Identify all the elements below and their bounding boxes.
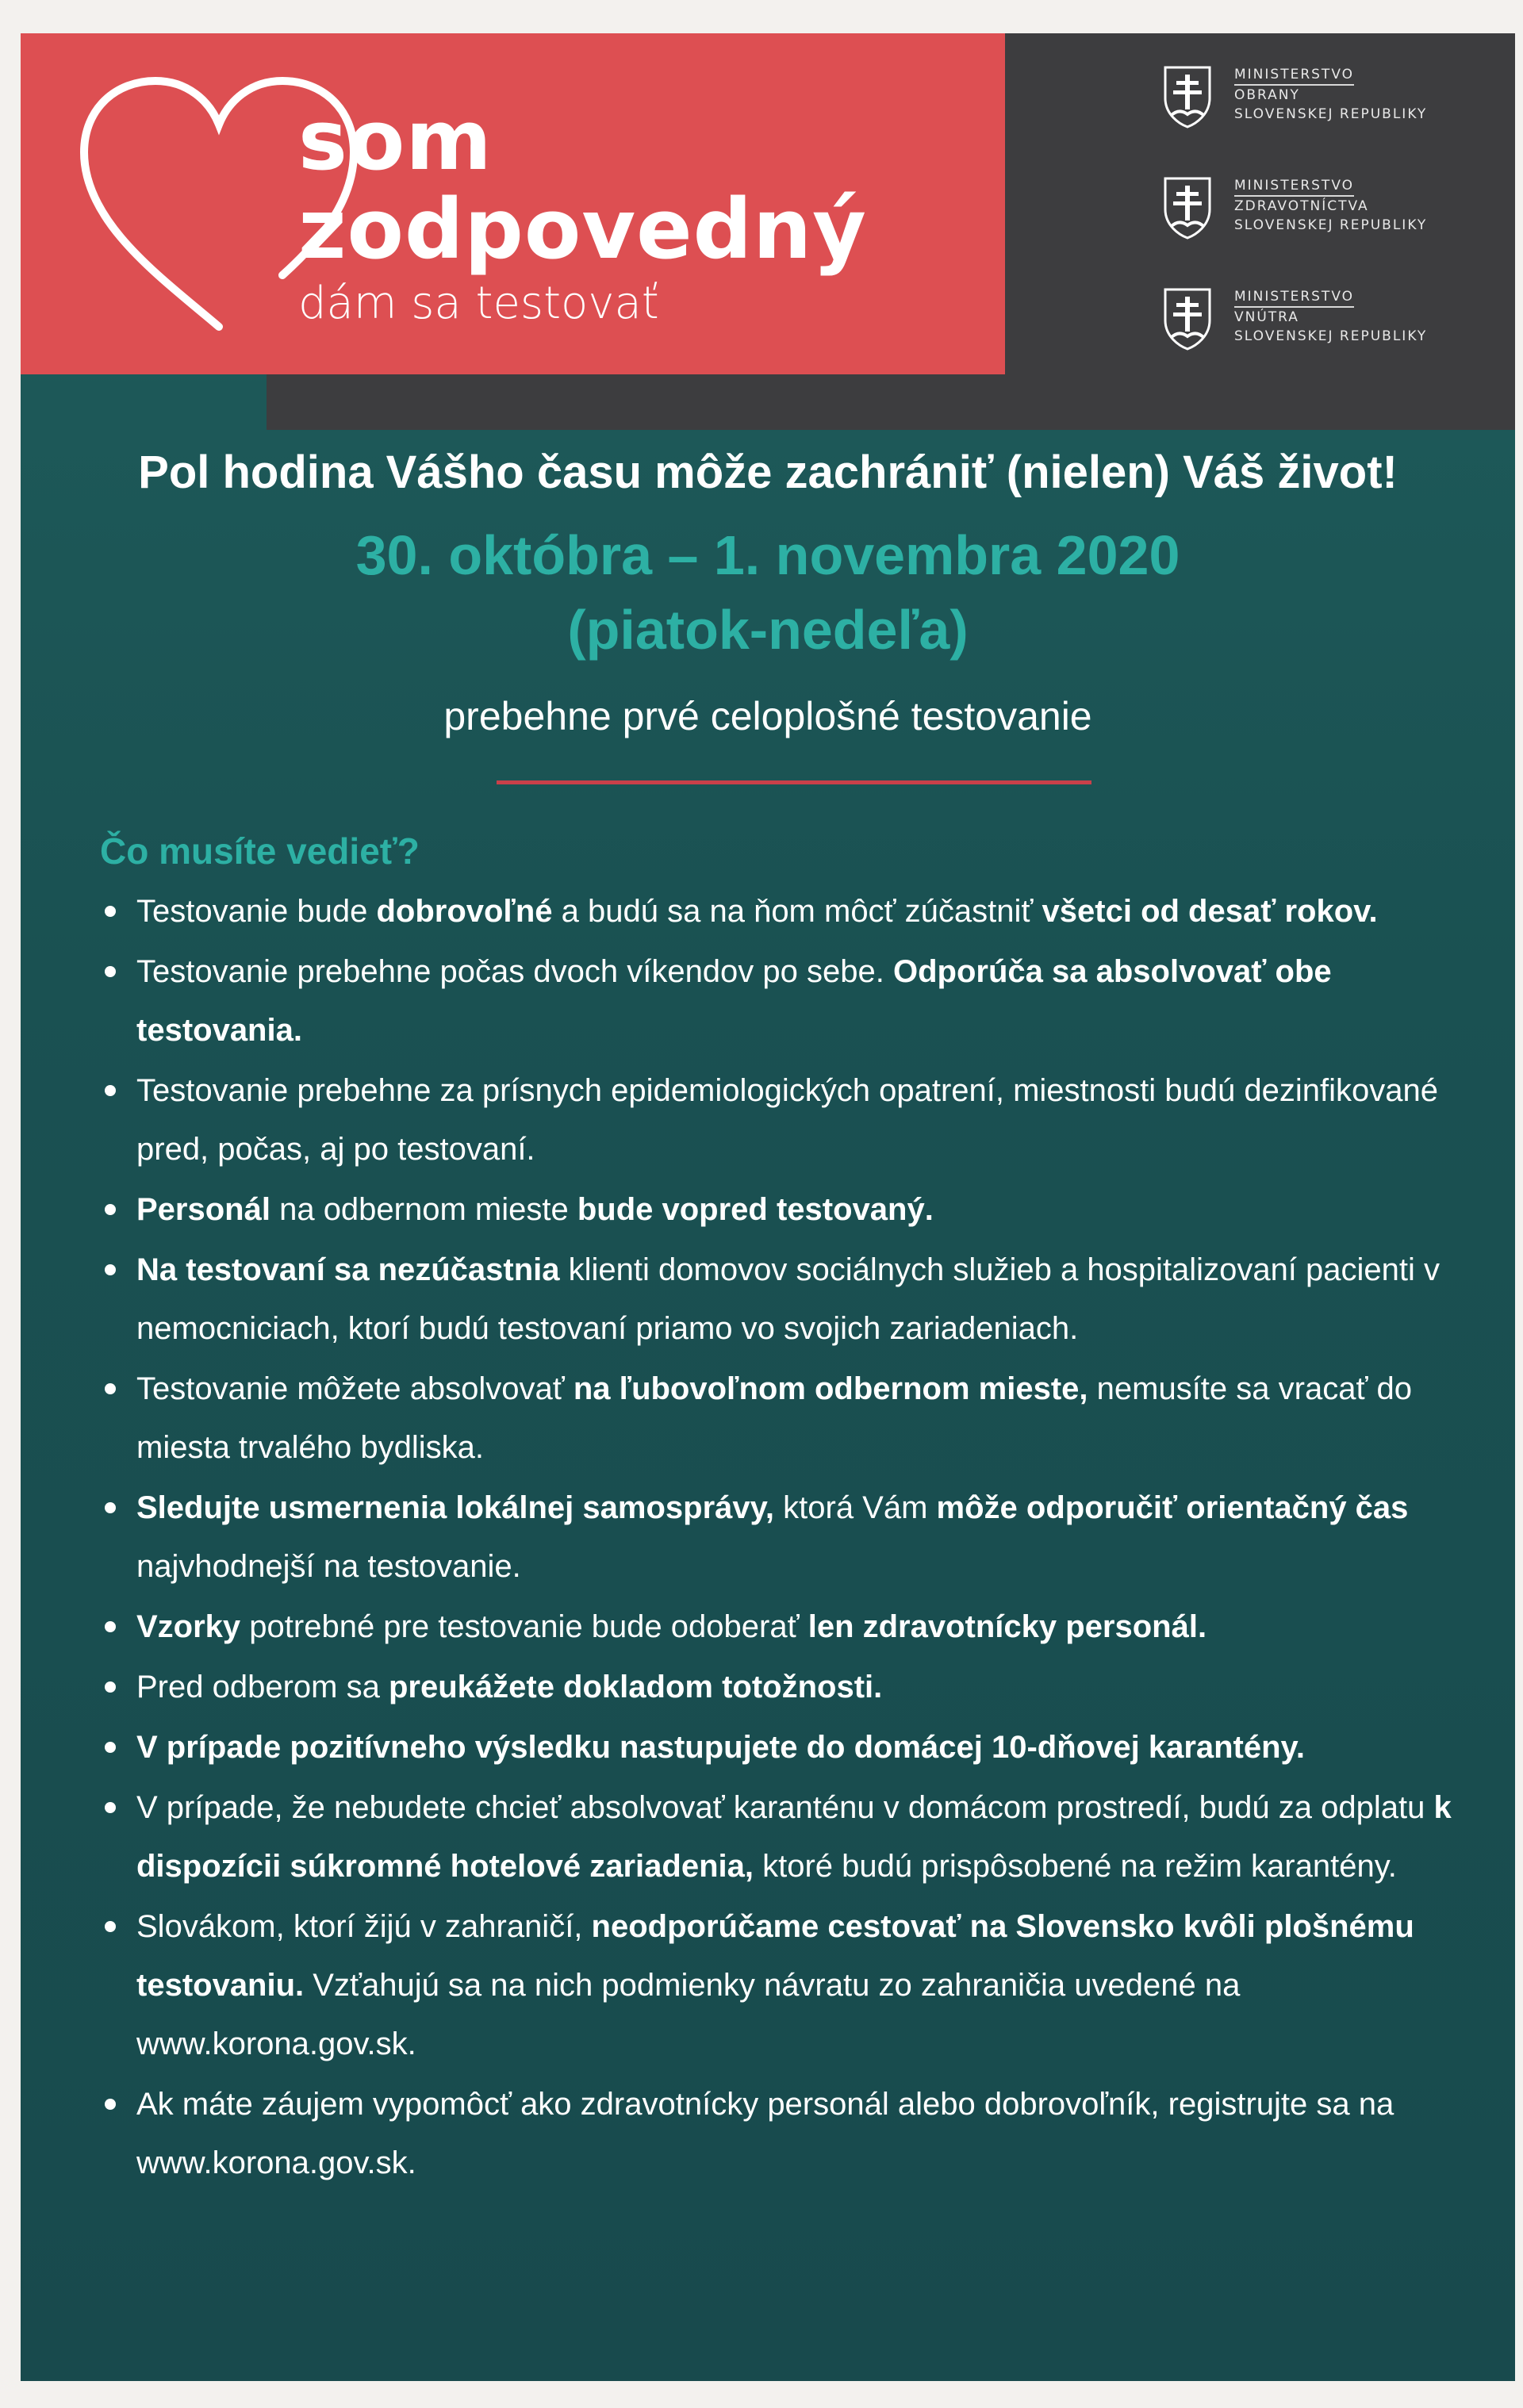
list-item xyxy=(100,942,1496,1060)
ministry-logo-health xyxy=(1163,176,1496,263)
list-item xyxy=(100,1359,1496,1477)
testing-days: (piatok-nedeľa) xyxy=(567,599,969,661)
list-item xyxy=(100,1180,1496,1239)
poster xyxy=(21,33,1515,2381)
list-item xyxy=(100,1061,1496,1179)
item-text: V prípade, že nebudete chcieť absolvovať karanténu v domácom prostredí, budú za odplatu xyxy=(136,1790,1434,1825)
ministry-name: ZDRAVOTNÍCTVA xyxy=(1234,198,1369,214)
ministry-title: MINISTERSTVO xyxy=(1234,176,1354,197)
emphasis-text: V prípade pozitívneho výsledku nastupujete do domácej 10-dňovej karantény. xyxy=(136,1730,1305,1765)
list-item xyxy=(100,882,1496,941)
list-item xyxy=(100,1658,1496,1716)
slovak-crest-icon xyxy=(1163,65,1212,128)
item-text: klienti domovov sociálnych služieb a hospitalizovaní pacienti v nemocniciach, ktorí budú testovaní priamo vo svojich zariadeniach. xyxy=(136,1252,1441,1346)
slovak-crest-icon xyxy=(1163,176,1212,240)
emphasis-text: na ľubovoľnom odbernom mieste, xyxy=(573,1371,1088,1406)
list-item xyxy=(100,1597,1496,1656)
list-item xyxy=(100,1778,1496,1896)
emphasis-text: Vzorky xyxy=(136,1609,241,1644)
divider xyxy=(497,780,1091,784)
list-item xyxy=(100,1240,1496,1358)
brand-tagline: dám sa testovať xyxy=(298,278,659,329)
item-text: Ak máte záujem vypomôcť ako zdravotnícky personál alebo dobrovoľník, registrujte sa na www.korona.gov.sk. xyxy=(136,2087,1394,2180)
item-text: Testovanie bude xyxy=(136,894,377,929)
emphasis-text: neodporúčame cestovať na Slovensko kvôli plošnému testovaniu. xyxy=(136,1909,1414,2003)
brand-word-som: som xyxy=(298,92,493,189)
item-text: Slovákom, ktorí žijú v zahraničí, xyxy=(136,1909,592,1944)
emphasis-text: Personál xyxy=(136,1192,270,1227)
ministry-logo-defence xyxy=(1163,65,1496,152)
item-text: Vzťahujú sa na nich podmienky návratu zo zahraničia uvedené na www.korona.gov.sk. xyxy=(136,1968,1241,2061)
emphasis-text: bude vopred testovaný. xyxy=(577,1192,934,1227)
emphasis-text: všetci od desať rokov. xyxy=(1042,894,1378,929)
list-item xyxy=(100,1897,1496,2073)
ministry-country: SLOVENSKEJ REPUBLIKY xyxy=(1234,328,1428,344)
ministry-title: MINISTERSTVO xyxy=(1234,287,1354,308)
item-text: ktorá Vám xyxy=(774,1490,937,1525)
slovak-crest-icon xyxy=(1163,287,1212,351)
item-text: a budú sa na ňom môcť zúčastniť xyxy=(552,894,1042,929)
emphasis-text: preukážete dokladom totožnosti. xyxy=(388,1670,883,1704)
brand-word-zodpovedny: zodpovedný xyxy=(298,181,867,278)
campaign-banner xyxy=(21,33,1005,374)
list-item xyxy=(100,1718,1496,1777)
ministry-country: SLOVENSKEJ REPUBLIKY xyxy=(1234,217,1428,233)
emphasis-text: dobrovoľné xyxy=(376,894,553,929)
item-text: nemusíte sa vracať do miesta trvalého bydliska. xyxy=(136,1371,1413,1465)
item-text: Pred odberom sa xyxy=(136,1670,389,1704)
list-item xyxy=(100,2075,1496,2192)
emphasis-text: Na testovaní sa nezúčastnia xyxy=(136,1252,560,1287)
ministry-logo-interior xyxy=(1163,287,1496,374)
item-text: na odbernom mieste xyxy=(270,1192,577,1227)
item-text: potrebné pre testovanie bude odoberať xyxy=(240,1609,808,1644)
headline: Pol hodina Vášho času môže zachrániť (nielen) Váš život! xyxy=(138,447,1398,498)
emphasis-text: len zdravotnícky personál. xyxy=(808,1609,1207,1644)
item-text: Testovanie prebehne za prísnych epidemiologických opatrení, miestnosti budú dezinfikované pred, počas, aj po testovaní. xyxy=(136,1073,1438,1167)
testing-subline: prebehne prvé celoplošné testovanie xyxy=(443,694,1092,738)
ministry-title: MINISTERSTVO xyxy=(1234,65,1354,86)
list-item xyxy=(100,1478,1496,1596)
emphasis-text: k dispozícii súkromné hotelové zariadenia, xyxy=(136,1790,1452,1884)
item-text: najvhodnejší na testovanie. xyxy=(136,1549,521,1584)
emphasis-text: Odporúča sa absolvovať obe testovania. xyxy=(136,954,1332,1048)
emphasis-text: Sledujte usmernenia lokálnej samosprávy, xyxy=(136,1490,775,1525)
ministry-name: OBRANY xyxy=(1234,87,1300,103)
section-title: Čo musíte vedieť? xyxy=(100,830,420,872)
item-text: ktoré budú prispôsobené na režim karantény. xyxy=(754,1849,1397,1884)
emphasis-text: môže odporučiť orientačný čas xyxy=(936,1490,1409,1525)
info-list xyxy=(100,882,1496,2194)
ministry-name: VNÚTRA xyxy=(1234,309,1299,325)
item-text: Testovanie môžete absolvovať xyxy=(136,1371,574,1406)
item-text: Testovanie prebehne počas dvoch víkendov po sebe. xyxy=(136,954,893,989)
ministry-country: SLOVENSKEJ REPUBLIKY xyxy=(1234,106,1428,122)
testing-dates: 30. októbra – 1. novembra 2020 xyxy=(355,524,1180,586)
